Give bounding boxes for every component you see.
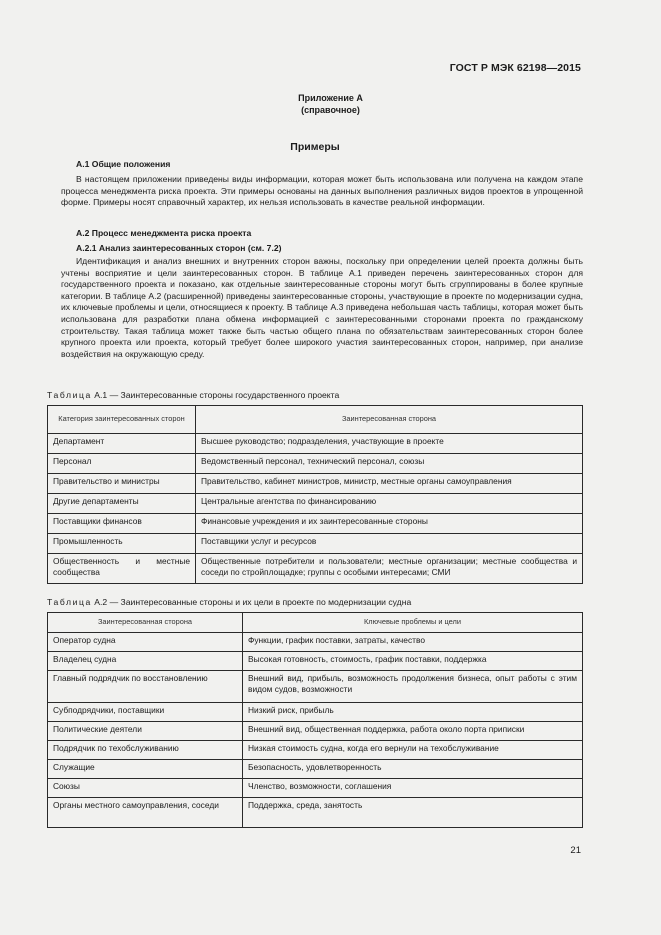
table-cell: Департамент — [48, 434, 196, 454]
table-a1 — [47, 405, 583, 584]
table-row — [48, 760, 583, 779]
table-a2 — [47, 612, 583, 828]
table-header-row — [48, 406, 583, 434]
table-cell: Поставщики финансов — [48, 514, 196, 534]
table-row — [48, 434, 583, 454]
table-cell: Членство, возможности, соглашения — [243, 779, 583, 798]
standard-header: ГОСТ Р МЭК 62198—2015 — [449, 62, 581, 74]
table-cell: Общественные потребители и пользователи; местные организации; местные сообщества и соседи по стройплощадке; группы с особыми интересами; СМИ — [196, 554, 583, 584]
table-cell: Низкая стоимость судна, когда его вернули на техобслуживание — [243, 741, 583, 760]
table-row — [48, 798, 583, 828]
table-cell: Низкий риск, прибыль — [243, 703, 583, 722]
table-cell: Оператор судна — [48, 633, 243, 652]
table-cell: Союзы — [48, 779, 243, 798]
annex-title: Приложение А — [298, 93, 363, 103]
table-cell: Ведомственный персонал, технический персонал, союзы — [196, 454, 583, 474]
table-row — [48, 779, 583, 798]
table-cell: Политические деятели — [48, 722, 243, 741]
table2-col-goals: Ключевые проблемы и цели — [243, 613, 583, 633]
table-cell: Правительство, кабинет министров, министр, местные органы самоуправления — [196, 474, 583, 494]
table-row — [48, 671, 583, 703]
table-cell: Высшее руководство; подразделения, участвующие в проекте — [196, 434, 583, 454]
examples-title: Примеры — [290, 141, 340, 153]
table-cell: Правительство и министры — [48, 474, 196, 494]
table-cell: Другие департаменты — [48, 494, 196, 514]
table-cell: Служащие — [48, 760, 243, 779]
page-number: 21 — [570, 845, 581, 856]
table-cell: Главный подрядчик по восстановлению — [48, 671, 243, 703]
table-row — [48, 454, 583, 474]
table2-col-party: Заинтересованная сторона — [48, 613, 243, 633]
section-a21-text: Идентификация и анализ внешних и внутренних сторон важны, поскольку при определении целей проекта должны быть учтены восприятие и цели заинтересованных сторон. В таблице А.1 приведен перечень заинтересованных сторон для государственного проекта и показано, как отдельные заинтересованные стороны могут быть сгруппированы в более крупные категории. В таблице А.2 (расширенной) приведены заинтересованные стороны, участвующие в проекте по модернизации судна, их ключевые проблемы и цели, относящиеся к проекту. В таблице А.3 приведена небольшая часть таблицы, которая может быть использована для разработки плана обмена информацией с заинтересованными сторонами проекта по гражданскому строительству. Такая таблица может также быть частью общего плана по обязательствам заинтересованных сторон более крупного проекта или проекта, который требует более широкого участия заинтересованных сторон, например, при анализе воздействия на окружающую среду. — [61, 256, 583, 359]
table-cell: Субподрядчики, поставщики — [48, 703, 243, 722]
section-a21-title: А.2.1 Анализ заинтересованных сторон (см. 7.2) — [76, 243, 282, 253]
table-cell: Владелец судна — [48, 652, 243, 671]
section-a1-title: А.1 Общие положения — [76, 159, 171, 169]
table-cell: Высокая готовность, стоимость, график поставки, поддержка — [243, 652, 583, 671]
section-a1-text: В настоящем приложении приведены виды информации, которая может быть использована или получена на каждом этапе процесса менеджмента риска проекта. Эти примеры основаны на данных выполнения различных видов проектов в упрощенной форме. Примеры носят справочный характер, их нельзя использовать в качестве реальной информации. — [61, 174, 583, 208]
table-row — [48, 633, 583, 652]
table2-caption-text: А.2 — Заинтересованные стороны и их цели в проекте по модернизации судна — [91, 597, 412, 607]
table-cell: Общественность и местные сообщества — [48, 554, 196, 584]
table-cell: Органы местного самоуправления, соседи — [48, 798, 243, 828]
table-row — [48, 514, 583, 534]
table1-caption-text: А.1 — Заинтересованные стороны государственного проекта — [91, 390, 340, 400]
table-row — [48, 652, 583, 671]
table1-col-category: Категория заинтересованных сторон — [48, 406, 196, 434]
table-cell: Поставщики услуг и ресурсов — [196, 534, 583, 554]
table1-caption-prefix: Таблица — [47, 390, 92, 400]
table-cell: Поддержка, среда, занятость — [243, 798, 583, 828]
section-a2-title: А.2 Процесс менеджмента риска проекта — [76, 228, 252, 238]
table2-caption — [47, 597, 411, 607]
table-cell: Персонал — [48, 454, 196, 474]
table-cell: Внешний вид, прибыль, возможность продолжения бизнеса, опыт работы с этим видом судов, возможности — [243, 671, 583, 703]
annex-heading — [0, 92, 661, 116]
table2-caption-prefix: Таблица — [47, 597, 92, 607]
table-row — [48, 722, 583, 741]
table-cell: Финансовые учреждения и их заинтересованные стороны — [196, 514, 583, 534]
table-row — [48, 741, 583, 760]
table-cell: Центральные агентства по финансированию — [196, 494, 583, 514]
table-cell: Внешний вид, общественная поддержка, работа около порта приписки — [243, 722, 583, 741]
table-cell: Функции, график поставки, затраты, качество — [243, 633, 583, 652]
table-cell: Подрядчик по техобслуживанию — [48, 741, 243, 760]
table-row — [48, 474, 583, 494]
table-row — [48, 703, 583, 722]
table-cell: Промышленность — [48, 534, 196, 554]
table-row — [48, 494, 583, 514]
table-row — [48, 554, 583, 584]
table-row — [48, 534, 583, 554]
table-header-row — [48, 613, 583, 633]
table1-caption — [47, 390, 339, 400]
table1-col-party: Заинтересованная сторона — [196, 406, 583, 434]
annex-subtitle: (справочное) — [301, 105, 360, 115]
table-cell: Безопасность, удовлетворенность — [243, 760, 583, 779]
